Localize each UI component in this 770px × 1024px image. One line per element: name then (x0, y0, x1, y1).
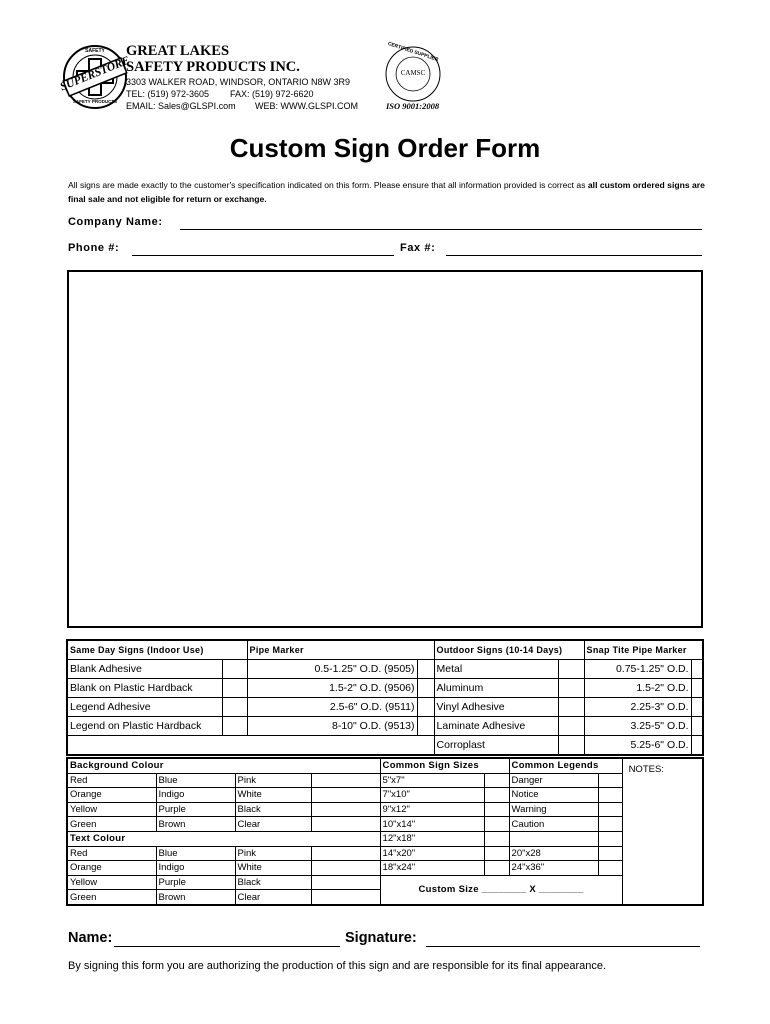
option-checkbox[interactable] (558, 717, 584, 736)
option-checkbox[interactable] (417, 679, 434, 698)
colour-option[interactable]: Red (67, 773, 156, 788)
form-title: Custom Sign Order Form (229, 133, 541, 163)
company-web: WEB: WWW.GLSPI.COM (255, 101, 358, 111)
name-input[interactable] (114, 946, 340, 947)
option-checkbox[interactable] (222, 679, 247, 698)
signature-label: Signature: (345, 930, 417, 946)
legends-header: Common Legends (509, 758, 622, 773)
option-label: Blank on Plastic Hardback (67, 679, 222, 698)
certified-supplier-seal (383, 40, 443, 104)
colour-option[interactable]: White (235, 788, 311, 803)
option-checkbox[interactable] (417, 717, 434, 736)
option-label: Metal (434, 660, 558, 679)
colour-option[interactable]: Pink (235, 846, 311, 861)
colour-option[interactable]: Brown (156, 817, 235, 832)
colour-option[interactable]: Yellow (67, 802, 156, 817)
disclaimer (68, 179, 708, 206)
colour-option[interactable]: Blue (156, 846, 235, 861)
colour-checkbox[interactable] (311, 875, 380, 890)
disclaimer-bold: all custom ordered signs are final sale and not eligible for return or exchange. (68, 180, 705, 204)
company-name-line2: SAFETY PRODUCTS INC. (126, 59, 300, 75)
colour-size-table (66, 757, 704, 906)
legend-checkbox[interactable] (598, 861, 622, 876)
colour-checkbox[interactable] (311, 817, 380, 832)
option-checkbox[interactable] (691, 660, 703, 679)
size-option[interactable]: 12"x18" (380, 831, 484, 846)
company-name-input[interactable] (180, 229, 702, 230)
iso-label: ISO 9001:2008 (386, 101, 440, 111)
header-snap-tite: Snap Tite Pipe Marker (584, 640, 703, 660)
logo-wordmark: SUPERSTORE (58, 54, 132, 94)
company-name-label: Company Name: (68, 216, 163, 228)
notes-label: NOTES: (628, 764, 664, 775)
colour-checkbox[interactable] (311, 773, 380, 788)
size-checkbox[interactable] (484, 773, 509, 788)
option-label: Blank Adhesive (67, 660, 222, 679)
option-checkbox[interactable] (417, 698, 434, 717)
size-option[interactable]: 18"x24" (380, 861, 484, 876)
logo-ring-top: SAFETY (85, 48, 105, 54)
colour-option[interactable]: Purple (156, 802, 235, 817)
legend-option[interactable]: Notice (509, 788, 598, 803)
option-checkbox[interactable] (558, 679, 584, 698)
option-label: 5.25-6" O.D. (584, 736, 691, 756)
colour-option[interactable]: Blue (156, 773, 235, 788)
option-label: 2.5-6" O.D. (9511) (247, 698, 417, 717)
colour-checkbox[interactable] (311, 846, 380, 861)
company-email: EMAIL: Sales@GLSPI.com (126, 101, 236, 111)
option-checkbox[interactable] (691, 717, 703, 736)
option-checkbox[interactable] (222, 660, 247, 679)
legend-size-option[interactable]: 20"x28 (509, 846, 598, 861)
company-tel: TEL: (519) 972-3605 (126, 89, 210, 99)
colour-option[interactable]: Clear (235, 890, 311, 905)
size-option[interactable]: 5"x7" (380, 773, 484, 788)
phone-label: Phone #: (68, 242, 120, 254)
size-checkbox[interactable] (484, 846, 509, 861)
legend-checkbox[interactable] (598, 817, 622, 832)
legend-option[interactable]: Caution (509, 817, 598, 832)
size-checkbox[interactable] (484, 861, 509, 876)
seal-center-text: CAMSC (400, 69, 426, 77)
logo-ring-bottom: SAFETY PRODUCTS (72, 99, 118, 104)
header-same-day: Same Day Signs (Indoor Use) (67, 640, 247, 660)
option-label: Aluminum (434, 679, 558, 698)
fax-input[interactable] (446, 255, 702, 256)
text-colour-header: Text Colour (67, 831, 380, 846)
empty-cell (67, 736, 434, 756)
legend-option[interactable]: Danger (509, 773, 598, 788)
colour-option[interactable]: Green (67, 817, 156, 832)
colour-option[interactable]: Purple (156, 875, 235, 890)
option-checkbox[interactable] (558, 736, 584, 756)
legend-option (509, 831, 598, 846)
seal-ring-text: CERTIFIED SUPPLIER (386, 40, 440, 64)
colour-option[interactable]: Brown (156, 890, 235, 905)
option-label: 0.75-1.25" O.D. (584, 660, 691, 679)
legend-checkbox[interactable] (598, 802, 622, 817)
name-label: Name: (68, 930, 113, 946)
size-checkbox[interactable] (484, 831, 509, 846)
size-option[interactable]: 9"x12" (380, 802, 484, 817)
signature-input[interactable] (426, 946, 700, 947)
option-label: 3.25-5" O.D. (584, 717, 691, 736)
colour-checkbox[interactable] (311, 861, 380, 876)
colour-option[interactable]: Red (67, 846, 156, 861)
option-label: 8-10" O.D. (9513) (247, 717, 417, 736)
legend-checkbox[interactable] (598, 788, 622, 803)
colour-checkbox[interactable] (311, 802, 380, 817)
colour-option[interactable]: Indigo (156, 861, 235, 876)
colour-option[interactable]: Yellow (67, 875, 156, 890)
legend-checkbox[interactable] (598, 846, 622, 861)
company-address: 3303 WALKER ROAD, WINDSOR, ONTARIO N8W 3R9 (126, 77, 351, 87)
option-label: 1.5-2" O.D. (9506) (247, 679, 417, 698)
colour-checkbox[interactable] (311, 788, 380, 803)
option-checkbox[interactable] (558, 698, 584, 717)
custom-size-field[interactable]: Custom Size ________ X ________ (380, 875, 622, 905)
size-checkbox[interactable] (484, 802, 509, 817)
sign-design-area[interactable] (67, 270, 703, 628)
background-colour-header: Background Colour (67, 758, 380, 773)
colour-option[interactable]: Green (67, 890, 156, 905)
option-label: Vinyl Adhesive (434, 698, 558, 717)
company-fax: FAX: (519) 972-6620 (230, 89, 314, 99)
option-label: 0.5-1.25" O.D. (9505) (247, 660, 417, 679)
fax-label: Fax #: (400, 242, 436, 254)
colour-option[interactable]: Clear (235, 817, 311, 832)
colour-option[interactable]: Indigo (156, 788, 235, 803)
disclaimer-text: All signs are made exactly to the customer's specification indicated on this form. Please ensure that all information provided is correct as (68, 180, 588, 190)
option-label: 1.5-2" O.D. (584, 679, 691, 698)
option-checkbox[interactable] (417, 660, 434, 679)
company-name-line1: GREAT LAKES (126, 43, 230, 59)
notes-field[interactable] (622, 758, 703, 905)
header-pipe-marker: Pipe Marker (247, 640, 434, 660)
phone-input[interactable] (132, 255, 394, 256)
option-checkbox[interactable] (222, 717, 247, 736)
legend-option[interactable]: Warning (509, 802, 598, 817)
legend-checkbox (598, 831, 622, 846)
header-outdoor: Outdoor Signs (10-14 Days) (434, 640, 584, 660)
colour-option[interactable]: Black (235, 802, 311, 817)
size-option[interactable]: 7"x10" (380, 788, 484, 803)
legend-checkbox[interactable] (598, 773, 622, 788)
option-label: Legend Adhesive (67, 698, 222, 717)
size-checkbox[interactable] (484, 788, 509, 803)
authorization-text: By signing this form you are authorizing the production of this sign and are responsible for its final appearance. (68, 960, 607, 972)
size-option[interactable]: 10"x14" (380, 817, 484, 832)
colour-option[interactable]: Pink (235, 773, 311, 788)
option-checkbox[interactable] (222, 698, 247, 717)
option-checkbox[interactable] (691, 736, 703, 756)
size-checkbox[interactable] (484, 817, 509, 832)
legend-size-option[interactable]: 24"x36" (509, 861, 598, 876)
option-checkbox[interactable] (691, 698, 703, 717)
colour-option[interactable]: Black (235, 875, 311, 890)
option-label: Laminate Adhesive (434, 717, 558, 736)
option-checkbox[interactable] (691, 679, 703, 698)
size-option[interactable]: 14"x20" (380, 846, 484, 861)
option-label: Legend on Plastic Hardback (67, 717, 222, 736)
colour-option[interactable]: White (235, 861, 311, 876)
option-label: Corroplast (434, 736, 558, 756)
superstore-logo (58, 44, 132, 110)
option-checkbox[interactable] (558, 660, 584, 679)
option-label: 2.25-3" O.D. (584, 698, 691, 717)
colour-option[interactable]: Orange (67, 788, 156, 803)
sign-options-table (66, 639, 704, 756)
colour-checkbox[interactable] (311, 890, 380, 905)
colour-option[interactable]: Orange (67, 861, 156, 876)
sign-sizes-header: Common Sign Sizes (380, 758, 509, 773)
